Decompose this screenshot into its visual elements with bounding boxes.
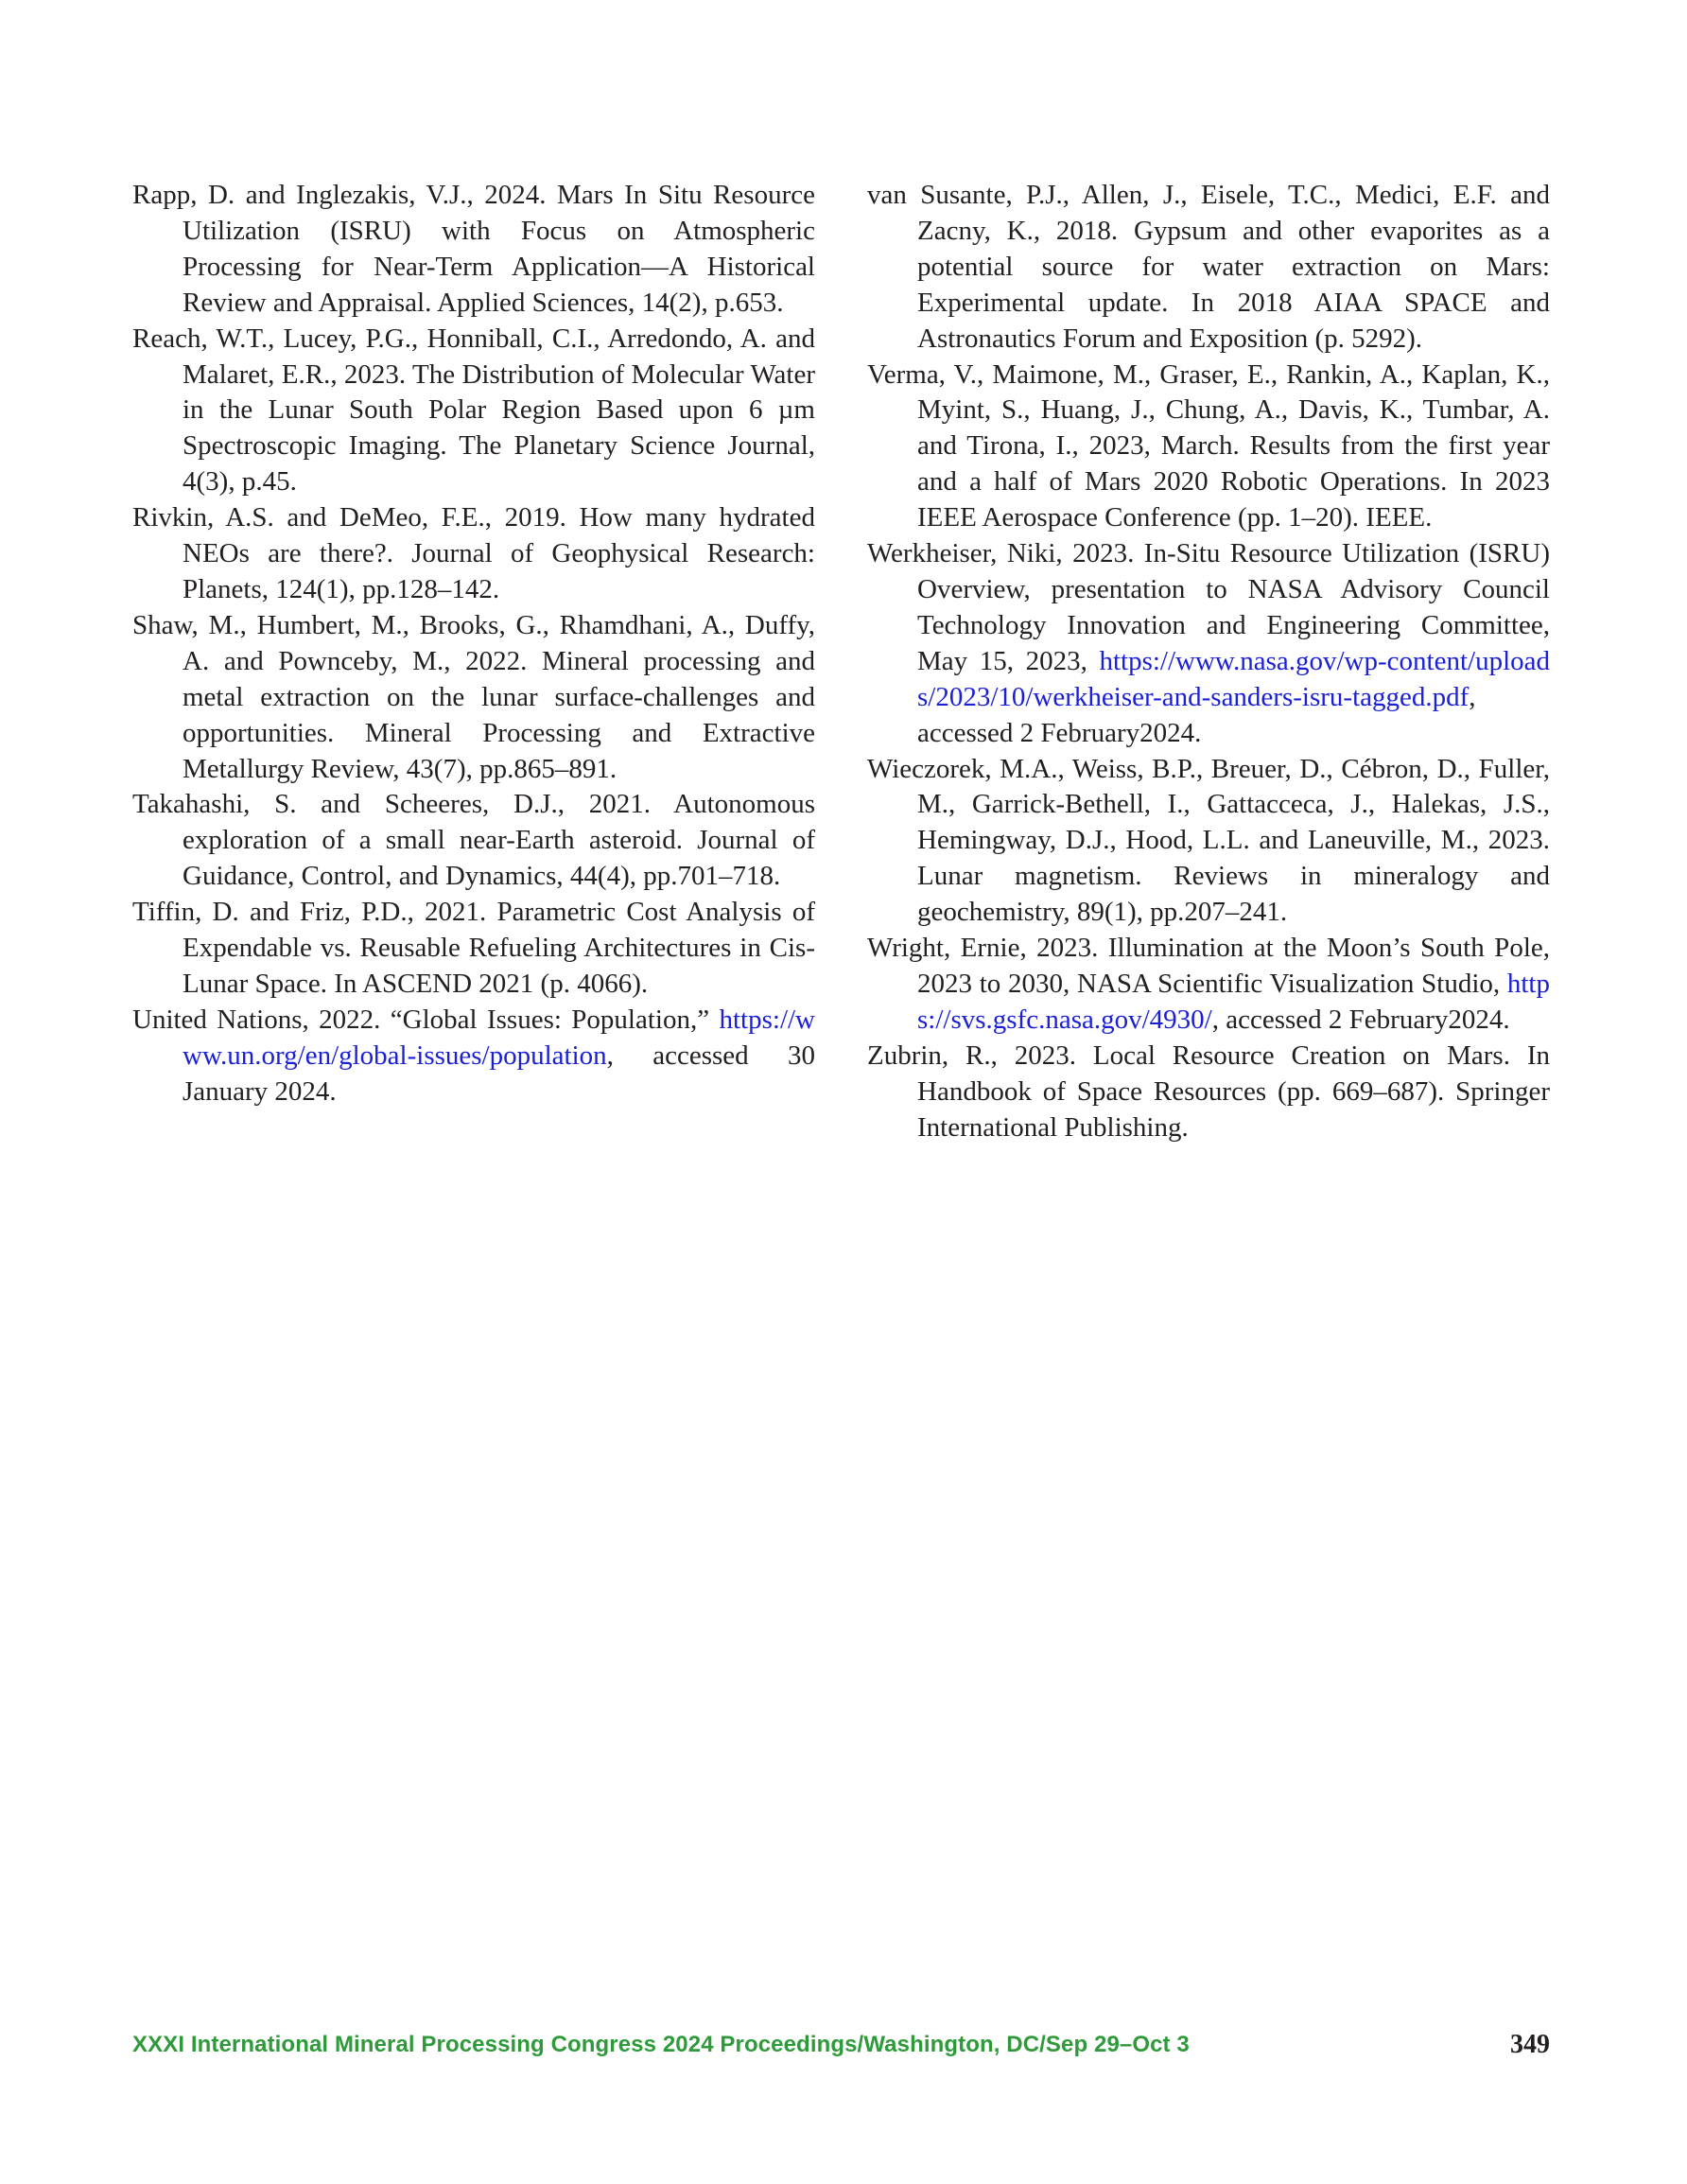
reference-entry	[867, 931, 1550, 1039]
reference-entry	[132, 895, 815, 1003]
reference-text: Reach, W.T., Lucey, P.G., Honniball, C.I., Arredondo, A. and Malaret, E.R., 2023. The Distribution of Molecular Water in the Lunar South Polar Region Based upon 6 µm Spectroscopic Imaging. The Planetary Science Journal, 4(3), p.45.	[132, 323, 815, 498]
reference-text: Zubrin, R., 2023. Local Resource Creation on Mars. In Handbook of Space Resources (pp. 669–687). Springer International Publishing.	[867, 1040, 1550, 1143]
page-footer	[132, 2032, 1550, 2066]
reference-entry	[867, 752, 1550, 932]
references-left-column	[132, 178, 815, 1110]
reference-text: Shaw, M., Humbert, M., Brooks, G., Rhamdhani, A., Duffy, A. and Pownceby, M., 2022. Mineral processing and metal extraction on the lunar surface-challenges and opportunities. Mineral Processing and Extractive Metallurgy Review, 43(7), pp.865–891.	[132, 609, 815, 784]
reference-entry	[867, 358, 1550, 537]
reference-entry	[132, 500, 815, 608]
page-number: 349	[1510, 2030, 1550, 2059]
reference-text-after-link: , accessed 2 February2024.	[1211, 1004, 1510, 1035]
reference-text: Wright, Ernie, 2023. Illumination at the Moon’s South Pole, 2023 to 2030, NASA Scientific Visualization Studio,	[867, 933, 1550, 999]
reference-text: Tiffin, D. and Friz, P.D., 2021. Parametric Cost Analysis of Expendable vs. Reusable Refueling Architectures in Cis-Lunar Space. In ASCEND 2021 (p. 4066).	[132, 897, 815, 999]
reference-entry	[132, 322, 815, 501]
reference-entry	[867, 536, 1550, 751]
footer-conference-title: XXXI International Mineral Processing Congress 2024 Proceedings/Washington, DC/Sep 29–Oct 3	[132, 2032, 1190, 2057]
reference-link[interactable]: https://svs.gsfc.nasa.gov/4930/	[917, 968, 1550, 1035]
reference-text: Rivkin, A.S. and DeMeo, F.E., 2019. How many hydrated NEOs are there?. Journal of Geophysical Research: Planets, 124(1), pp.128–142.	[132, 502, 815, 604]
reference-link[interactable]: https://www.nasa.gov/wp-content/uploads/2023/10/werkheiser-and-sanders-isru-tagged.pdf	[917, 645, 1550, 712]
reference-entry	[132, 1003, 815, 1110]
references-right-column	[867, 178, 1550, 1145]
reference-entry	[867, 178, 1550, 358]
reference-text: Verma, V., Maimone, M., Graser, E., Rankin, A., Kaplan, K., Myint, S., Huang, J., Chung, A., Davis, K., Tumbar, A. and Tirona, I., 2023, March. Results from the first year and a half of Mars 2020 Robotic Operations. In 2023 IEEE Aerospace Conference (pp. 1–20). IEEE.	[867, 358, 1550, 533]
reference-text: Rapp, D. and Inglezakis, V.J., 2024. Mars In Situ Resource Utilization (ISRU) with Focus on Atmospheric Processing for Near-Term Application—A Historical Review and Appraisal. Applied Sciences, 14(2), p.653.	[132, 180, 815, 318]
reference-entry	[132, 787, 815, 895]
reference-text: Wieczorek, M.A., Weiss, B.P., Breuer, D., Cébron, D., Fuller, M., Garrick-Bethell, I., Gattacceca, J., Halekas, J.S., Hemingway, D.J., Hood, L.L. and Laneuville, M., 2023. Lunar magnetism. Reviews in mineralogy and geochemistry, 89(1), pp.207–241.	[867, 753, 1550, 928]
reference-text: van Susante, P.J., Allen, J., Eisele, T.C., Medici, E.F. and Zacny, K., 2018. Gypsum and other evaporites as a potential source for water extraction on Mars: Experimental update. In 2018 AIAA SPACE and Astronautics Forum and Exposition (p. 5292).	[867, 180, 1550, 354]
reference-text-after-link: , accessed 30 January 2024.	[183, 1040, 815, 1107]
reference-entry	[132, 178, 815, 322]
reference-text: United Nations, 2022. “Global Issues: Population,”	[132, 1004, 720, 1035]
reference-text: Werkheiser, Niki, 2023. In-Situ Resource Utilization (ISRU) Overview, presentation to NASA Advisory Council Technology Innovation and Engineering Committee, May 15, 2023,	[867, 538, 1550, 676]
reference-link[interactable]: https://www.un.org/en/global-issues/population	[183, 1004, 815, 1071]
reference-text-after-link: , accessed 2 February2024.	[917, 681, 1476, 748]
reference-entry	[867, 1039, 1550, 1146]
reference-entry	[132, 608, 815, 788]
reference-text: Takahashi, S. and Scheeres, D.J., 2021. Autonomous exploration of a small near-Earth asteroid. Journal of Guidance, Control, and Dynamics, 44(4), pp.701–718.	[132, 789, 815, 892]
